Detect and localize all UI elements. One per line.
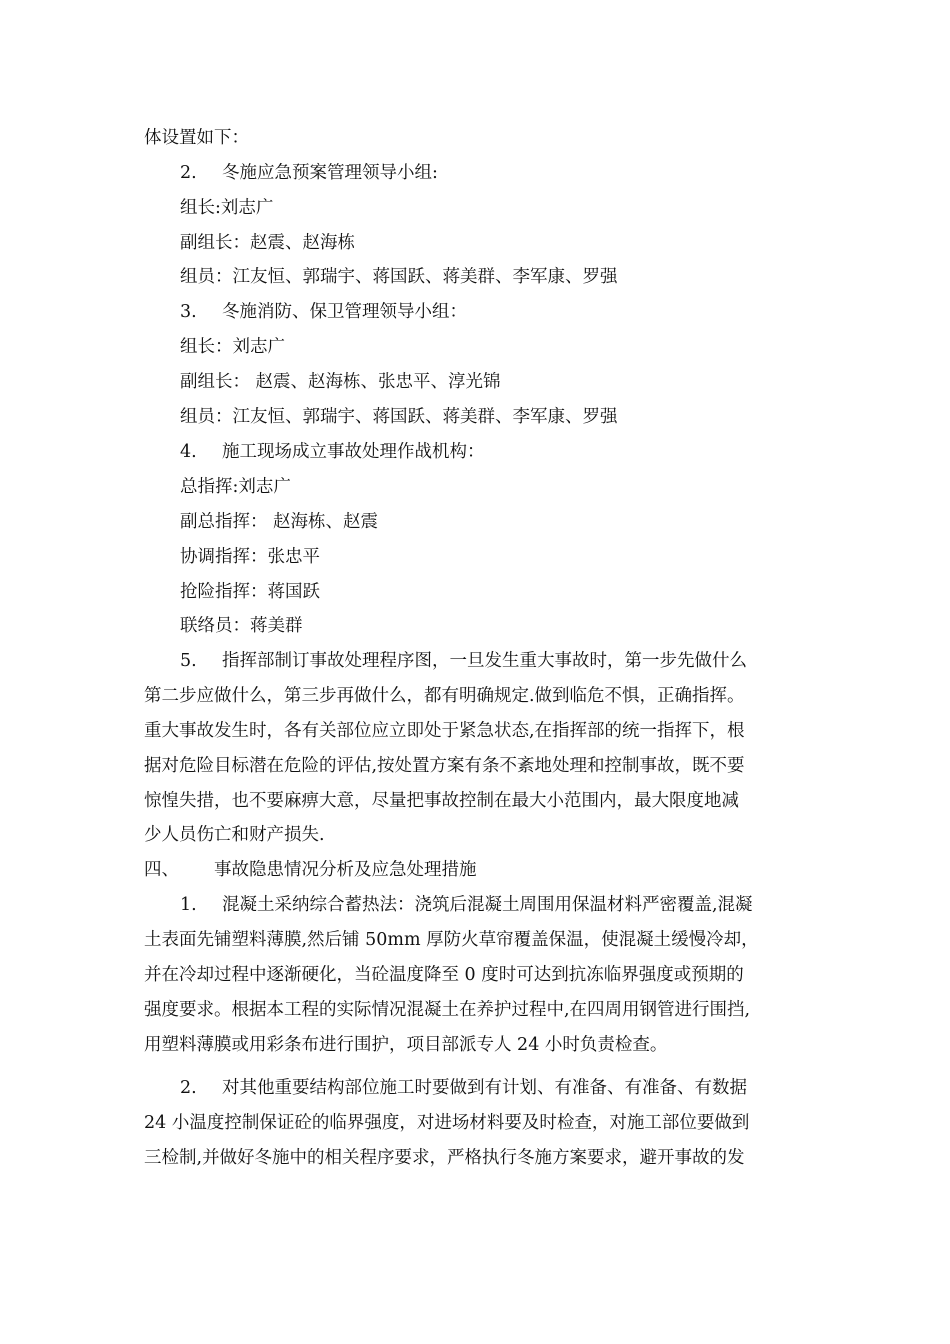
section-title: 事故隐患情况分析及应急处理措施	[214, 860, 477, 880]
liaison-line	[180, 609, 820, 643]
paragraph-line	[144, 784, 824, 818]
members-text: 组员：江友恒、郭瑞宇、蒋国跃、蒋美群、李军康、罗强	[180, 407, 618, 427]
list-item-4	[180, 435, 820, 469]
paragraph-line	[144, 749, 824, 783]
list-item-text: 施工现场成立事故处理作战机构：	[222, 442, 485, 462]
list-number: 3.	[180, 302, 197, 322]
paragraph-text: 24 小温度控制保证砼的临界强度，对进场材料要及时检查，对施工部位要做到	[144, 1113, 750, 1133]
list-item-text: 冬施消防、保卫管理领导小组：	[222, 302, 467, 322]
deputy-line	[180, 365, 820, 399]
coordinator-text: 协调指挥：张忠平	[180, 547, 320, 567]
paragraph-text: 混凝土采纳综合蓄热法：浇筑后混凝土周围用保温材料严密覆盖,混凝	[222, 895, 753, 915]
members-line	[180, 400, 820, 434]
leader-text: 组长：刘志广	[180, 337, 285, 357]
paragraph-text: 强度要求。根据本工程的实际情况混凝土在养护过程中,在四周用钢管进行围挡,	[144, 1000, 751, 1020]
paragraph-text: 重大事故发生时，各有关部位应立即处于紧急状态,在指挥部的统一指挥下，根	[144, 721, 745, 741]
deputy-line	[180, 226, 820, 260]
section-heading	[144, 853, 824, 887]
paragraph-text: 并在冷却过程中逐渐硬化，当砼温度降至 0 度时可达到抗冻临界强度或预期的	[144, 965, 744, 985]
paragraph-line	[144, 923, 824, 957]
commander-line	[180, 470, 820, 504]
paragraph-text: 三检制,并做好冬施中的相关程序要求，严格执行冬施方案要求，避开事故的发	[144, 1148, 745, 1168]
list-number: 2.	[180, 1078, 197, 1098]
paragraph-line	[144, 958, 824, 992]
paragraph-text: 据对危险目标潜在危险的评估,按处置方案有条不紊地处理和控制事故，既不要	[144, 756, 745, 776]
list-item-1	[180, 888, 820, 922]
paragraph-line	[144, 1028, 824, 1062]
paragraph-text: 对其他重要结构部位施工时要做到有计划、有准备、有准备、有数据	[222, 1078, 747, 1098]
paragraph-text: 用塑料薄膜或用彩条布进行围护，项目部派专人 24 小时负责检查。	[144, 1035, 668, 1055]
paragraph-text: 指挥部制订事故处理程序图，一旦发生重大事故时，第一步先做什么	[222, 651, 747, 671]
liaison-text: 联络员：蒋美群	[180, 616, 303, 636]
list-item-text: 冬施应急预案管理领导小组:	[222, 163, 438, 183]
paragraph-line	[144, 993, 824, 1027]
paragraph-line	[144, 818, 824, 852]
intro-tail-text: 体设置如下：	[144, 128, 249, 148]
deputy-commander-text: 副总指挥： 赵海栋、赵震	[180, 512, 379, 532]
leader-line	[180, 191, 820, 225]
list-item-5	[180, 644, 820, 678]
paragraph-line	[144, 121, 824, 155]
members-line	[180, 260, 820, 294]
deputy-text: 副组长：赵震、赵海栋	[180, 233, 355, 253]
paragraph-line	[144, 1106, 824, 1140]
paragraph-line	[144, 1141, 824, 1175]
leader-line	[180, 330, 820, 364]
deputy-text: 副组长： 赵震、赵海栋、张忠平、淳光锦	[180, 372, 501, 392]
section-number: 四、	[144, 860, 179, 880]
leader-text: 组长:刘志广	[180, 198, 274, 218]
list-number: 1.	[180, 895, 197, 915]
paragraph-line	[144, 679, 824, 713]
paragraph-text: 第二步应做什么，第三步再做什么，都有明确规定.做到临危不惧，正确指挥。	[144, 686, 745, 706]
list-number: 5.	[180, 651, 197, 671]
paragraph-text: 少人员伤亡和财产损失.	[144, 825, 325, 845]
list-number: 4.	[180, 442, 197, 462]
deputy-commander-line	[180, 505, 820, 539]
rescue-line	[180, 575, 820, 609]
list-item-2-section4	[180, 1071, 820, 1105]
list-item-2	[180, 156, 820, 190]
list-item-3	[180, 295, 820, 329]
paragraph-line	[144, 714, 824, 748]
paragraph-text: 惊惶失措，也不要麻痹大意，尽量把事故控制在最大小范围内，最大限度地减	[144, 791, 739, 811]
list-number: 2.	[180, 163, 197, 183]
coordinator-line	[180, 540, 820, 574]
paragraph-text: 土表面先铺塑料薄膜,然后铺 50mm 厚防火草帘覆盖保温，使混凝土缓慢冷却，	[144, 930, 759, 950]
commander-text: 总指挥:刘志广	[180, 477, 291, 497]
rescue-text: 抢险指挥：蒋国跃	[180, 582, 320, 602]
members-text: 组员：江友恒、郭瑞宇、蒋国跃、蒋美群、李军康、罗强	[180, 267, 618, 287]
